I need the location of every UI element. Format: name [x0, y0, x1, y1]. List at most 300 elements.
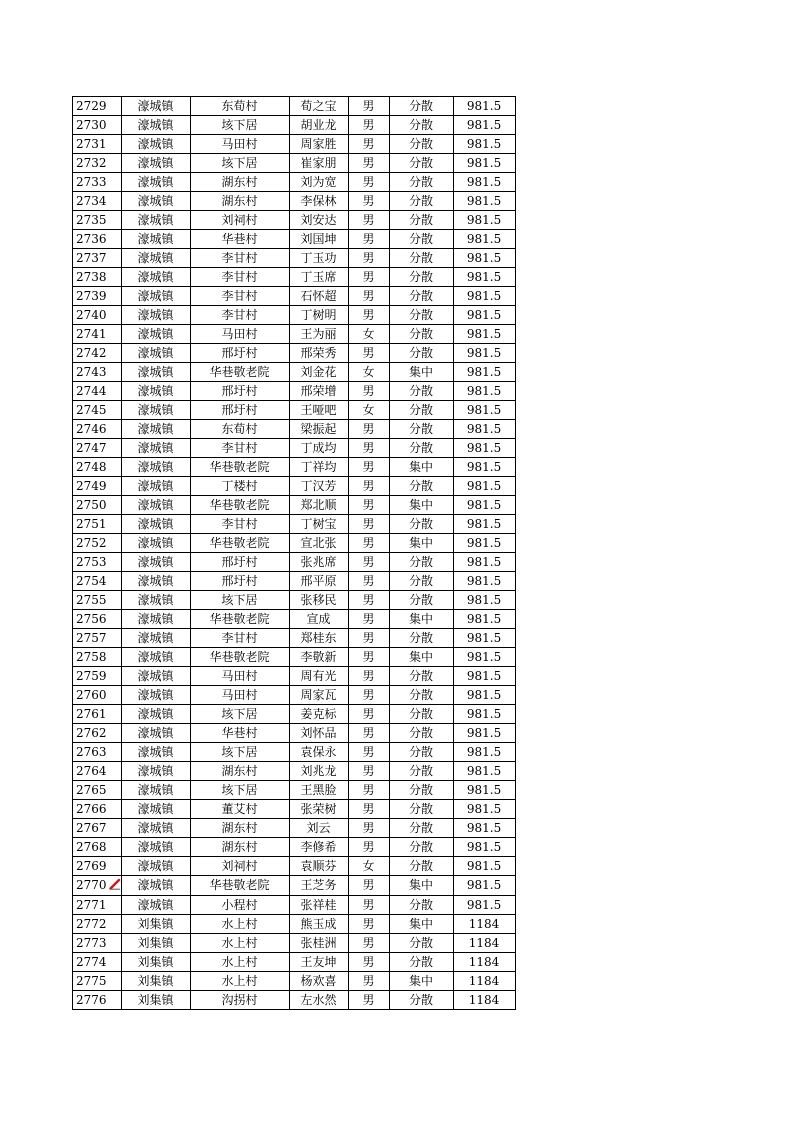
gender-cell[interactable]: [348, 211, 389, 230]
name-cell[interactable]: [289, 990, 348, 1009]
gender-cell[interactable]: [348, 401, 389, 420]
gender-cell[interactable]: [348, 667, 389, 686]
amount-cell[interactable]: [453, 344, 515, 363]
gender-cell[interactable]: [348, 781, 389, 800]
name-cell[interactable]: [289, 610, 348, 629]
row-number[interactable]: [73, 572, 122, 591]
care-mode-cell[interactable]: [389, 591, 453, 610]
row-number[interactable]: [73, 230, 122, 249]
row-number[interactable]: [73, 800, 122, 819]
name-cell[interactable]: [289, 173, 348, 192]
care-mode-cell[interactable]: [389, 249, 453, 268]
gender-cell[interactable]: [348, 477, 389, 496]
village-cell[interactable]: [190, 458, 289, 477]
name-cell[interactable]: [289, 914, 348, 933]
gender-cell[interactable]: [348, 154, 389, 173]
village-cell[interactable]: [190, 857, 289, 876]
name-cell[interactable]: [289, 496, 348, 515]
gender-cell[interactable]: [348, 933, 389, 952]
name-cell[interactable]: [289, 933, 348, 952]
village-cell[interactable]: [190, 686, 289, 705]
name-cell[interactable]: [289, 819, 348, 838]
village-cell[interactable]: [190, 515, 289, 534]
name-cell[interactable]: [289, 325, 348, 344]
care-mode-cell[interactable]: [389, 154, 453, 173]
town-cell[interactable]: [121, 572, 190, 591]
village-cell[interactable]: [190, 838, 289, 857]
gender-cell[interactable]: [348, 610, 389, 629]
row-number[interactable]: [73, 116, 122, 135]
village-cell[interactable]: [190, 230, 289, 249]
amount-cell[interactable]: [453, 800, 515, 819]
care-mode-cell[interactable]: [389, 686, 453, 705]
amount-cell[interactable]: [453, 781, 515, 800]
village-cell[interactable]: [190, 382, 289, 401]
amount-cell[interactable]: [453, 990, 515, 1009]
town-cell[interactable]: [121, 534, 190, 553]
amount-cell[interactable]: [453, 686, 515, 705]
town-cell[interactable]: [121, 933, 190, 952]
gender-cell[interactable]: [348, 800, 389, 819]
care-mode-cell[interactable]: [389, 990, 453, 1009]
village-cell[interactable]: [190, 952, 289, 971]
amount-cell[interactable]: [453, 553, 515, 572]
village-cell[interactable]: [190, 648, 289, 667]
name-cell[interactable]: [289, 135, 348, 154]
amount-cell[interactable]: [453, 287, 515, 306]
gender-cell[interactable]: [348, 97, 389, 116]
town-cell[interactable]: [121, 382, 190, 401]
town-cell[interactable]: [121, 496, 190, 515]
care-mode-cell[interactable]: [389, 667, 453, 686]
name-cell[interactable]: [289, 192, 348, 211]
village-cell[interactable]: [190, 819, 289, 838]
amount-cell[interactable]: [453, 154, 515, 173]
name-cell[interactable]: [289, 838, 348, 857]
name-cell[interactable]: [289, 895, 348, 914]
village-cell[interactable]: [190, 800, 289, 819]
row-number[interactable]: [73, 439, 122, 458]
village-cell[interactable]: [190, 667, 289, 686]
amount-cell[interactable]: [453, 496, 515, 515]
amount-cell[interactable]: [453, 515, 515, 534]
village-cell[interactable]: [190, 173, 289, 192]
gender-cell[interactable]: [348, 876, 389, 896]
name-cell[interactable]: [289, 952, 348, 971]
town-cell[interactable]: [121, 705, 190, 724]
gender-cell[interactable]: [348, 743, 389, 762]
amount-cell[interactable]: [453, 838, 515, 857]
name-cell[interactable]: [289, 401, 348, 420]
amount-cell[interactable]: [453, 705, 515, 724]
amount-cell[interactable]: [453, 895, 515, 914]
care-mode-cell[interactable]: [389, 211, 453, 230]
town-cell[interactable]: [121, 192, 190, 211]
row-number[interactable]: [73, 724, 122, 743]
village-cell[interactable]: [190, 629, 289, 648]
row-number[interactable]: [73, 667, 122, 686]
row-number[interactable]: [73, 382, 122, 401]
amount-cell[interactable]: [453, 876, 515, 896]
town-cell[interactable]: [121, 325, 190, 344]
row-number[interactable]: [73, 857, 122, 876]
town-cell[interactable]: [121, 686, 190, 705]
amount-cell[interactable]: [453, 173, 515, 192]
care-mode-cell[interactable]: [389, 743, 453, 762]
care-mode-cell[interactable]: [389, 344, 453, 363]
gender-cell[interactable]: [348, 439, 389, 458]
name-cell[interactable]: [289, 439, 348, 458]
care-mode-cell[interactable]: [389, 306, 453, 325]
row-number[interactable]: [73, 97, 122, 116]
gender-cell[interactable]: [348, 629, 389, 648]
row-number[interactable]: [73, 173, 122, 192]
care-mode-cell[interactable]: [389, 363, 453, 382]
village-cell[interactable]: [190, 420, 289, 439]
town-cell[interactable]: [121, 819, 190, 838]
row-number[interactable]: [73, 933, 122, 952]
village-cell[interactable]: [190, 876, 289, 896]
gender-cell[interactable]: [348, 895, 389, 914]
care-mode-cell[interactable]: [389, 382, 453, 401]
care-mode-cell[interactable]: [389, 401, 453, 420]
gender-cell[interactable]: [348, 857, 389, 876]
gender-cell[interactable]: [348, 135, 389, 154]
village-cell[interactable]: [190, 192, 289, 211]
town-cell[interactable]: [121, 800, 190, 819]
row-number[interactable]: [73, 705, 122, 724]
care-mode-cell[interactable]: [389, 705, 453, 724]
name-cell[interactable]: [289, 876, 348, 896]
gender-cell[interactable]: [348, 458, 389, 477]
row-number[interactable]: [73, 762, 122, 781]
amount-cell[interactable]: [453, 610, 515, 629]
village-cell[interactable]: [190, 572, 289, 591]
row-number[interactable]: [73, 648, 122, 667]
town-cell[interactable]: [121, 743, 190, 762]
town-cell[interactable]: [121, 97, 190, 116]
amount-cell[interactable]: [453, 306, 515, 325]
care-mode-cell[interactable]: [389, 629, 453, 648]
village-cell[interactable]: [190, 534, 289, 553]
name-cell[interactable]: [289, 629, 348, 648]
row-number[interactable]: [73, 401, 122, 420]
gender-cell[interactable]: [348, 382, 389, 401]
name-cell[interactable]: [289, 306, 348, 325]
village-cell[interactable]: [190, 268, 289, 287]
name-cell[interactable]: [289, 420, 348, 439]
amount-cell[interactable]: [453, 458, 515, 477]
amount-cell[interactable]: [453, 629, 515, 648]
town-cell[interactable]: [121, 876, 190, 896]
amount-cell[interactable]: [453, 249, 515, 268]
name-cell[interactable]: [289, 743, 348, 762]
care-mode-cell[interactable]: [389, 268, 453, 287]
name-cell[interactable]: [289, 515, 348, 534]
name-cell[interactable]: [289, 572, 348, 591]
town-cell[interactable]: [121, 952, 190, 971]
amount-cell[interactable]: [453, 116, 515, 135]
town-cell[interactable]: [121, 724, 190, 743]
amount-cell[interactable]: [453, 477, 515, 496]
gender-cell[interactable]: [348, 496, 389, 515]
gender-cell[interactable]: [348, 268, 389, 287]
row-number[interactable]: [73, 515, 122, 534]
row-number[interactable]: [73, 914, 122, 933]
row-number[interactable]: [73, 990, 122, 1009]
care-mode-cell[interactable]: [389, 952, 453, 971]
village-cell[interactable]: [190, 439, 289, 458]
row-number[interactable]: [73, 876, 122, 896]
care-mode-cell[interactable]: [389, 192, 453, 211]
gender-cell[interactable]: [348, 952, 389, 971]
row-number[interactable]: [73, 743, 122, 762]
row-number[interactable]: [73, 192, 122, 211]
row-number[interactable]: [73, 952, 122, 971]
care-mode-cell[interactable]: [389, 933, 453, 952]
gender-cell[interactable]: [348, 990, 389, 1009]
row-number[interactable]: [73, 135, 122, 154]
town-cell[interactable]: [121, 914, 190, 933]
row-number[interactable]: [73, 838, 122, 857]
name-cell[interactable]: [289, 287, 348, 306]
town-cell[interactable]: [121, 610, 190, 629]
town-cell[interactable]: [121, 857, 190, 876]
row-number[interactable]: [73, 306, 122, 325]
row-number[interactable]: [73, 629, 122, 648]
gender-cell[interactable]: [348, 192, 389, 211]
name-cell[interactable]: [289, 648, 348, 667]
care-mode-cell[interactable]: [389, 458, 453, 477]
town-cell[interactable]: [121, 211, 190, 230]
name-cell[interactable]: [289, 344, 348, 363]
care-mode-cell[interactable]: [389, 648, 453, 667]
name-cell[interactable]: [289, 477, 348, 496]
row-number[interactable]: [73, 781, 122, 800]
row-number[interactable]: [73, 553, 122, 572]
row-number[interactable]: [73, 268, 122, 287]
name-cell[interactable]: [289, 553, 348, 572]
name-cell[interactable]: [289, 249, 348, 268]
gender-cell[interactable]: [348, 420, 389, 439]
gender-cell[interactable]: [348, 724, 389, 743]
name-cell[interactable]: [289, 97, 348, 116]
name-cell[interactable]: [289, 857, 348, 876]
town-cell[interactable]: [121, 515, 190, 534]
amount-cell[interactable]: [453, 648, 515, 667]
row-number[interactable]: [73, 249, 122, 268]
row-number[interactable]: [73, 154, 122, 173]
row-number[interactable]: [73, 971, 122, 990]
village-cell[interactable]: [190, 781, 289, 800]
name-cell[interactable]: [289, 458, 348, 477]
name-cell[interactable]: [289, 724, 348, 743]
care-mode-cell[interactable]: [389, 724, 453, 743]
town-cell[interactable]: [121, 287, 190, 306]
row-number[interactable]: [73, 363, 122, 382]
town-cell[interactable]: [121, 458, 190, 477]
gender-cell[interactable]: [348, 363, 389, 382]
amount-cell[interactable]: [453, 857, 515, 876]
village-cell[interactable]: [190, 971, 289, 990]
village-cell[interactable]: [190, 325, 289, 344]
town-cell[interactable]: [121, 154, 190, 173]
gender-cell[interactable]: [348, 287, 389, 306]
care-mode-cell[interactable]: [389, 800, 453, 819]
town-cell[interactable]: [121, 762, 190, 781]
town-cell[interactable]: [121, 629, 190, 648]
care-mode-cell[interactable]: [389, 173, 453, 192]
care-mode-cell[interactable]: [389, 553, 453, 572]
name-cell[interactable]: [289, 363, 348, 382]
amount-cell[interactable]: [453, 382, 515, 401]
name-cell[interactable]: [289, 686, 348, 705]
row-number[interactable]: [73, 211, 122, 230]
care-mode-cell[interactable]: [389, 135, 453, 154]
row-number[interactable]: [73, 895, 122, 914]
amount-cell[interactable]: [453, 819, 515, 838]
name-cell[interactable]: [289, 230, 348, 249]
care-mode-cell[interactable]: [389, 572, 453, 591]
gender-cell[interactable]: [348, 306, 389, 325]
amount-cell[interactable]: [453, 268, 515, 287]
town-cell[interactable]: [121, 344, 190, 363]
name-cell[interactable]: [289, 211, 348, 230]
row-number[interactable]: [73, 819, 122, 838]
town-cell[interactable]: [121, 990, 190, 1009]
amount-cell[interactable]: [453, 591, 515, 610]
row-number[interactable]: [73, 496, 122, 515]
village-cell[interactable]: [190, 135, 289, 154]
amount-cell[interactable]: [453, 325, 515, 344]
town-cell[interactable]: [121, 895, 190, 914]
care-mode-cell[interactable]: [389, 496, 453, 515]
town-cell[interactable]: [121, 781, 190, 800]
village-cell[interactable]: [190, 705, 289, 724]
town-cell[interactable]: [121, 591, 190, 610]
town-cell[interactable]: [121, 477, 190, 496]
gender-cell[interactable]: [348, 762, 389, 781]
name-cell[interactable]: [289, 667, 348, 686]
gender-cell[interactable]: [348, 838, 389, 857]
row-number[interactable]: [73, 610, 122, 629]
name-cell[interactable]: [289, 762, 348, 781]
amount-cell[interactable]: [453, 420, 515, 439]
town-cell[interactable]: [121, 648, 190, 667]
town-cell[interactable]: [121, 439, 190, 458]
gender-cell[interactable]: [348, 230, 389, 249]
town-cell[interactable]: [121, 268, 190, 287]
town-cell[interactable]: [121, 249, 190, 268]
gender-cell[interactable]: [348, 534, 389, 553]
village-cell[interactable]: [190, 724, 289, 743]
amount-cell[interactable]: [453, 724, 515, 743]
village-cell[interactable]: [190, 363, 289, 382]
amount-cell[interactable]: [453, 401, 515, 420]
care-mode-cell[interactable]: [389, 857, 453, 876]
village-cell[interactable]: [190, 496, 289, 515]
care-mode-cell[interactable]: [389, 97, 453, 116]
gender-cell[interactable]: [348, 116, 389, 135]
name-cell[interactable]: [289, 154, 348, 173]
gender-cell[interactable]: [348, 344, 389, 363]
town-cell[interactable]: [121, 363, 190, 382]
town-cell[interactable]: [121, 401, 190, 420]
amount-cell[interactable]: [453, 97, 515, 116]
name-cell[interactable]: [289, 534, 348, 553]
care-mode-cell[interactable]: [389, 230, 453, 249]
village-cell[interactable]: [190, 990, 289, 1009]
town-cell[interactable]: [121, 116, 190, 135]
amount-cell[interactable]: [453, 971, 515, 990]
gender-cell[interactable]: [348, 648, 389, 667]
edit-pencil-icon[interactable]: [109, 877, 121, 895]
gender-cell[interactable]: [348, 686, 389, 705]
amount-cell[interactable]: [453, 534, 515, 553]
name-cell[interactable]: [289, 382, 348, 401]
name-cell[interactable]: [289, 705, 348, 724]
amount-cell[interactable]: [453, 230, 515, 249]
village-cell[interactable]: [190, 743, 289, 762]
amount-cell[interactable]: [453, 439, 515, 458]
care-mode-cell[interactable]: [389, 781, 453, 800]
village-cell[interactable]: [190, 287, 289, 306]
village-cell[interactable]: [190, 211, 289, 230]
amount-cell[interactable]: [453, 762, 515, 781]
town-cell[interactable]: [121, 420, 190, 439]
row-number[interactable]: [73, 686, 122, 705]
name-cell[interactable]: [289, 591, 348, 610]
row-number[interactable]: [73, 325, 122, 344]
village-cell[interactable]: [190, 933, 289, 952]
amount-cell[interactable]: [453, 952, 515, 971]
care-mode-cell[interactable]: [389, 876, 453, 896]
amount-cell[interactable]: [453, 667, 515, 686]
care-mode-cell[interactable]: [389, 819, 453, 838]
gender-cell[interactable]: [348, 249, 389, 268]
gender-cell[interactable]: [348, 173, 389, 192]
row-number[interactable]: [73, 287, 122, 306]
town-cell[interactable]: [121, 971, 190, 990]
name-cell[interactable]: [289, 971, 348, 990]
gender-cell[interactable]: [348, 325, 389, 344]
amount-cell[interactable]: [453, 572, 515, 591]
village-cell[interactable]: [190, 762, 289, 781]
name-cell[interactable]: [289, 781, 348, 800]
care-mode-cell[interactable]: [389, 515, 453, 534]
gender-cell[interactable]: [348, 819, 389, 838]
amount-cell[interactable]: [453, 914, 515, 933]
village-cell[interactable]: [190, 914, 289, 933]
amount-cell[interactable]: [453, 743, 515, 762]
care-mode-cell[interactable]: [389, 838, 453, 857]
village-cell[interactable]: [190, 895, 289, 914]
care-mode-cell[interactable]: [389, 116, 453, 135]
care-mode-cell[interactable]: [389, 420, 453, 439]
gender-cell[interactable]: [348, 914, 389, 933]
town-cell[interactable]: [121, 838, 190, 857]
name-cell[interactable]: [289, 116, 348, 135]
village-cell[interactable]: [190, 249, 289, 268]
care-mode-cell[interactable]: [389, 610, 453, 629]
amount-cell[interactable]: [453, 363, 515, 382]
village-cell[interactable]: [190, 553, 289, 572]
row-number[interactable]: [73, 458, 122, 477]
row-number[interactable]: [73, 534, 122, 553]
amount-cell[interactable]: [453, 211, 515, 230]
village-cell[interactable]: [190, 401, 289, 420]
town-cell[interactable]: [121, 230, 190, 249]
